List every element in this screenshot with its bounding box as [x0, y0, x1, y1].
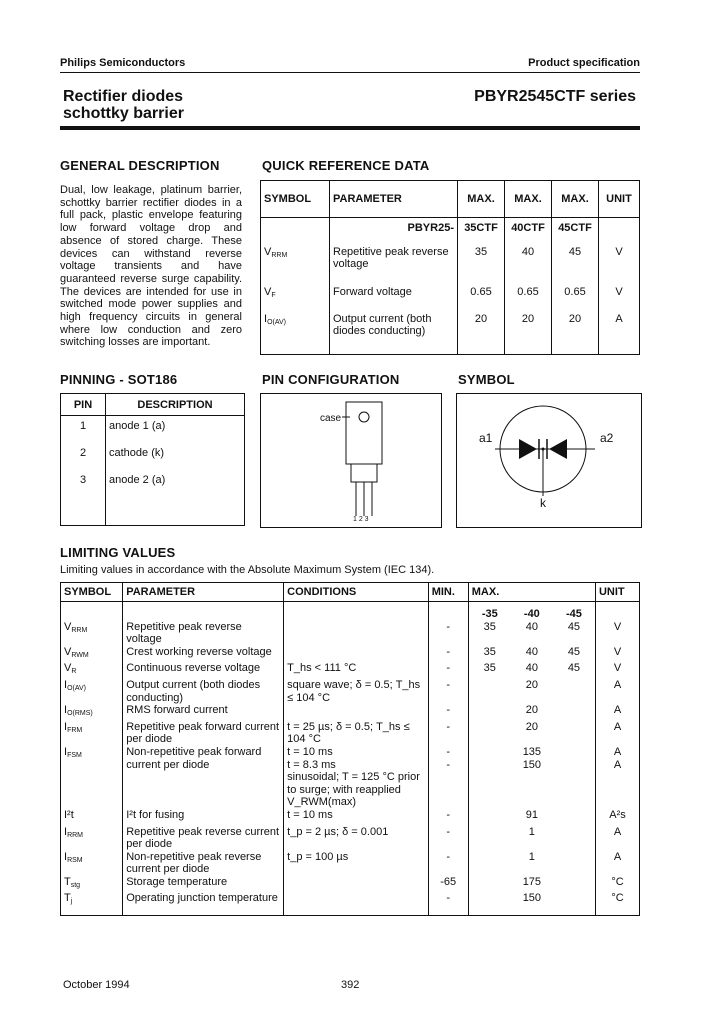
lv-parameter: Non-repetitive peak reverse current per diode	[123, 851, 284, 876]
qrd-col-max-3: MAX.	[552, 181, 599, 218]
qrd-value-45: 20	[552, 313, 599, 354]
lv-symbol-sub: RWM	[71, 651, 89, 659]
lv-symbol-sub: RSM	[67, 856, 83, 864]
pin-number: 2	[79, 447, 87, 460]
lv-max: 1	[468, 851, 595, 876]
qrd-unit: V	[599, 286, 640, 313]
lv-conditions: t = 10 ms t = 8.3 ms sinusoidal; T = 125 °C prior to surge; with reapplied V_RWM(max)	[284, 746, 429, 809]
lv-parameter: Non-repetitive peak forward current per diode	[123, 746, 284, 809]
lv-col-min: MIN.	[428, 583, 468, 602]
lv-symbol-sub: O(AV)	[67, 684, 86, 692]
lv-symbol-main: I	[64, 745, 68, 758]
qrd-symbol-sub: O(AV)	[267, 319, 286, 327]
lv-min: -65	[428, 876, 468, 893]
pin-col-pin: PIN	[61, 394, 106, 416]
pin-description: anode 2 (a)	[106, 470, 245, 497]
lv-row	[61, 826, 640, 851]
lv-max: 91	[468, 809, 595, 826]
lv-row	[61, 646, 640, 663]
lv-symbol-main: I	[64, 850, 68, 863]
anode-2-label: a2	[600, 431, 614, 445]
lv-row	[61, 662, 640, 679]
qrd-value-45: 0.65	[552, 286, 599, 313]
qrd-col-symbol: SYMBOL	[261, 181, 330, 218]
qrd-parameter: Output current (both diodes conducting)	[330, 313, 458, 354]
lv-unit: °C	[595, 892, 639, 909]
qrd-parameter: Forward voltage	[330, 286, 458, 313]
pin-row	[61, 443, 245, 470]
lv-min: -	[428, 662, 468, 679]
pin-configuration-heading: PIN CONFIGURATION	[262, 372, 400, 387]
pinning-table	[60, 393, 245, 526]
lv-row	[61, 851, 640, 876]
lv-value-40: 40	[525, 662, 538, 675]
lv-conditions: t_p = 100 µs	[284, 851, 429, 876]
qrd-symbol-main: V	[264, 245, 272, 258]
lv-conditions: t = 10 ms	[284, 809, 429, 826]
document-type: Product specification	[528, 57, 640, 69]
lv-parameter: Repetitive peak reverse voltage	[123, 621, 284, 646]
lv-row	[61, 621, 640, 646]
pin-configuration-box	[260, 393, 442, 528]
lv-col-conditions: CONDITIONS	[284, 583, 429, 602]
lv-min: -	[428, 721, 468, 746]
lv-symbol	[61, 721, 123, 746]
qrd-value-40: 40	[505, 246, 552, 287]
header-rule-thick	[60, 126, 640, 130]
lv-max: 20	[468, 704, 595, 721]
quick-reference-heading: QUICK REFERENCE DATA	[262, 158, 430, 173]
lv-parameter: Output current (both diodes conducting)	[123, 679, 284, 704]
lv-symbol-sub: FRM	[67, 726, 83, 734]
qrd-value-35: 35	[458, 246, 505, 287]
lv-row	[61, 809, 640, 826]
lv-unit: V	[595, 646, 639, 663]
lv-conditions: t = 25 µs; δ = 0.5; T_hs ≤ 104 °C	[284, 721, 429, 746]
symbol-heading: SYMBOL	[458, 372, 515, 387]
qrd-value-45: 45	[552, 246, 599, 287]
qrd-symbol-sub: RRM	[271, 251, 288, 259]
lv-symbol-sub: RRM	[67, 831, 84, 839]
qrd-col-max-2: MAX.	[505, 181, 552, 218]
qrd-value-40: 20	[505, 313, 552, 354]
lv-max: 20	[468, 679, 595, 704]
lv-conditions	[284, 704, 429, 721]
lv-conditions: t_p = 2 µs; δ = 0.001	[284, 826, 429, 851]
lv-unit: A	[595, 704, 639, 721]
lv-value-45: 45	[567, 645, 581, 658]
lv-symbol-main: T	[64, 892, 71, 905]
lv-parameter: RMS forward current	[123, 704, 284, 721]
header-rule-thin	[60, 72, 640, 73]
lv-parameter: Crest working reverse voltage	[123, 646, 284, 663]
lv-value-40: 40	[525, 620, 538, 633]
lv-symbol	[61, 892, 123, 909]
lv-symbol-main: V	[64, 662, 72, 675]
qrd-row	[261, 313, 640, 354]
case-label: case	[320, 413, 342, 424]
lv-min: -	[428, 621, 468, 646]
lv-max: 135 150	[468, 746, 595, 809]
qrd-parameter: Repetitive peak reverse voltage	[330, 246, 458, 287]
lv-min: -	[428, 704, 468, 721]
pin-description: cathode (k)	[106, 443, 245, 470]
lv-symbol-main: I	[64, 720, 68, 733]
pin-col-description: DESCRIPTION	[106, 394, 245, 416]
qrd-symbol	[261, 286, 330, 313]
lv-conditions	[284, 876, 429, 893]
lv-unit: A	[595, 851, 639, 876]
lv-unit: A	[595, 826, 639, 851]
lv-value-35: 35	[468, 621, 511, 646]
title-line-1: Rectifier diodes	[63, 88, 184, 105]
lv-min: - -	[428, 746, 468, 809]
lv-symbol-sub: O(RMS)	[67, 710, 93, 718]
lv-conditions: T_hs < 111 °C	[284, 662, 429, 679]
lv-conditions	[284, 892, 429, 909]
qrd-value-35: 20	[458, 313, 505, 354]
lv-parameter: Repetitive peak reverse current per diode	[123, 826, 284, 851]
lv-symbol	[61, 851, 123, 876]
lv-min: -	[428, 646, 468, 663]
qrd-symbol-sub: F	[271, 292, 276, 300]
lv-row	[61, 679, 640, 704]
footer-date: October 1994	[63, 979, 130, 991]
lv-value-35: 35	[468, 646, 511, 663]
lv-min: -	[428, 892, 468, 909]
lv-parameter: Repetitive peak forward current per diode	[123, 721, 284, 746]
lv-symbol	[61, 662, 123, 679]
lv-max: 20	[468, 721, 595, 746]
qrd-value-35: 0.65	[458, 286, 505, 313]
lv-row	[61, 876, 640, 893]
diode-symbol-drawing	[457, 394, 641, 527]
qrd-type-45: 45CTF	[552, 218, 599, 246]
qrd-symbol-main: V	[264, 286, 272, 299]
lv-parameter: Operating junction temperature	[123, 892, 284, 909]
lv-conditions: square wave; δ = 0.5; T_hs ≤ 104 °C	[284, 679, 429, 704]
lv-row	[61, 704, 640, 721]
lv-col-unit: UNIT	[595, 583, 639, 602]
lv-max: 175	[468, 876, 595, 893]
qrd-row	[261, 246, 640, 287]
lv-min: -	[428, 679, 468, 704]
lv-symbol	[61, 646, 123, 663]
lv-col-parameter: PARAMETER	[123, 583, 284, 602]
lv-symbol	[61, 621, 123, 646]
symbol-box	[456, 393, 642, 528]
lv-min: -	[428, 851, 468, 876]
pin-number: 1	[79, 420, 87, 432]
limiting-values-table	[60, 582, 640, 916]
limiting-values-intro: Limiting values in accordance with the Absolute Maximum System (IEC 134).	[60, 564, 435, 576]
pin-row	[61, 416, 245, 444]
qrd-type-40: 40CTF	[505, 218, 552, 246]
lv-max: 150	[468, 892, 595, 909]
lv-type-45: -45	[565, 608, 582, 620]
pinning-heading: PINNING - SOT186	[60, 372, 178, 387]
lv-symbol-main: T	[64, 875, 71, 888]
qrd-row	[261, 286, 640, 313]
lv-parameter: Storage temperature	[123, 876, 284, 893]
lv-type-35: -35	[468, 602, 511, 621]
lv-symbol-main: V	[64, 645, 72, 658]
lv-col-max: MAX.	[468, 583, 595, 602]
general-description-heading: GENERAL DESCRIPTION	[60, 158, 220, 173]
lv-row	[61, 892, 640, 909]
package-outline-drawing	[261, 394, 441, 527]
lv-col-symbol: SYMBOL	[61, 583, 123, 602]
pin-description: anode 1 (a)	[106, 416, 245, 444]
lv-max: 1	[468, 826, 595, 851]
lv-unit: V	[595, 621, 639, 646]
lv-symbol	[61, 704, 123, 721]
lv-symbol-main: I²t	[64, 808, 74, 821]
lv-symbol	[61, 876, 123, 893]
lv-symbol-main: I	[64, 704, 68, 717]
pin-row	[61, 470, 245, 497]
lv-min: -	[428, 809, 468, 826]
general-description-text: Dual, low leakage, platinum barrier, schottky barrier rectifier diodes in a full pack, plastic envelope featuring low forward voltage drop and absence of stored charge. These devices can withstand reverse voltage transients and have guaranteed reverse surge capability. The devices are intended for use in switched mode power supplies and high frequency circuits in general where low conduction and zero switching losses are important.	[60, 184, 242, 349]
quick-reference-table	[260, 180, 640, 355]
lv-unit: A	[595, 679, 639, 704]
lv-value-45: 45	[567, 620, 581, 633]
lv-symbol-sub: stg	[70, 881, 81, 889]
qrd-symbol	[261, 246, 330, 287]
qrd-unit: A	[599, 313, 640, 354]
lv-unit: V	[595, 662, 639, 679]
lv-symbol	[61, 809, 123, 826]
lv-parameter: Continuous reverse voltage	[123, 662, 284, 679]
lv-symbol-sub: R	[71, 668, 77, 676]
lv-type-40: -40	[523, 608, 540, 620]
lv-value-35: 35	[468, 662, 511, 679]
pin-number: 3	[79, 474, 87, 487]
lv-value-40: 40	[525, 645, 538, 658]
qrd-symbol	[261, 313, 330, 354]
lv-symbol	[61, 679, 123, 704]
anode-1-label: a1	[479, 431, 493, 445]
lv-unit: A²s	[595, 809, 639, 826]
lv-symbol-sub: j	[70, 898, 73, 906]
title-line-2: schottky barrier	[63, 105, 184, 122]
lv-row	[61, 721, 640, 746]
footer-page-number: 392	[341, 979, 360, 991]
lv-min: -	[428, 826, 468, 851]
qrd-symbol-main: I	[264, 313, 268, 326]
qrd-value-40: 0.65	[505, 286, 552, 313]
qrd-type-35: 35CTF	[458, 218, 505, 246]
lv-unit: A A	[595, 746, 639, 809]
lv-row	[61, 746, 640, 809]
lv-unit: °C	[595, 876, 639, 893]
lv-symbol-main: V	[64, 620, 72, 633]
lv-symbol	[61, 826, 123, 851]
lv-unit: A	[595, 721, 639, 746]
cathode-label: k	[540, 496, 546, 510]
lv-conditions	[284, 621, 429, 646]
lv-parameter: I²t for fusing	[123, 809, 284, 826]
qrd-col-unit: UNIT	[599, 181, 640, 218]
qrd-col-parameter: PARAMETER	[330, 181, 458, 218]
lv-symbol-sub: RRM	[71, 626, 88, 634]
company-name: Philips Semiconductors	[60, 57, 186, 69]
qrd-col-max-1: MAX.	[458, 181, 505, 218]
qrd-type-prefix: PBYR25-	[330, 218, 458, 246]
lv-conditions	[284, 646, 429, 663]
lv-symbol-main: I	[64, 678, 68, 691]
limiting-values-heading: LIMITING VALUES	[60, 545, 176, 560]
qrd-unit: V	[599, 246, 640, 287]
lv-symbol-sub: FSM	[67, 751, 82, 759]
lv-value-45: 45	[567, 662, 581, 675]
lv-symbol	[61, 746, 123, 809]
pin-numbers: 1 2 3	[353, 516, 369, 523]
part-number: PBYR2545CTF series	[474, 88, 636, 105]
lv-symbol-main: I	[64, 825, 68, 838]
